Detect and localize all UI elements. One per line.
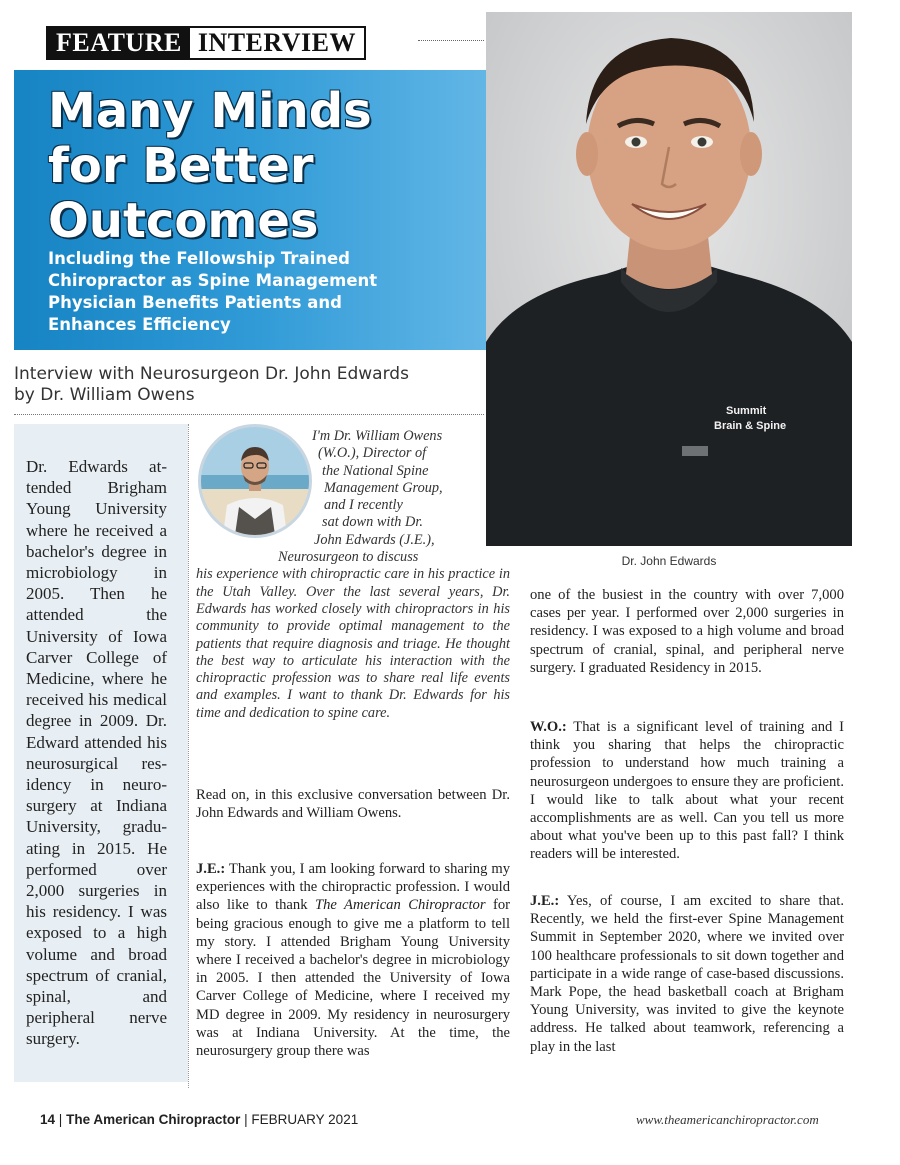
speaker-label: W.O.: <box>530 719 567 735</box>
page-footer <box>40 1112 358 1127</box>
speaker-label: J.E.: <box>196 861 226 877</box>
footer-separator: | <box>58 1112 63 1127</box>
paragraph-text: That is a significant level of training and I think you sharing that helps the chiropractic profession to understand how much training a neurosurgeon undergoes to ensure they are proficient. I would like to talk about what your recent accomplishments are as well. Can you tell us more about what you've been up to this past fall? I think readers will be interested. <box>530 719 844 863</box>
intro-line: I'm Dr. William Owens <box>312 428 443 444</box>
speaker-label: J.E.: <box>530 893 560 909</box>
article-subtitle <box>48 248 468 336</box>
intro-line: Neurosurgeon to discuss <box>278 549 419 566</box>
title-line: Outcomes <box>48 193 319 249</box>
shirt-text: Summit <box>726 405 767 417</box>
byline-dotted-rule <box>14 414 484 415</box>
intro-line: and I recently <box>324 497 403 514</box>
intro-line: Management Group, <box>324 479 443 496</box>
paragraph-je-1 <box>196 860 510 1060</box>
subtitle-line: Physician Benefits Patients and <box>48 293 342 312</box>
magazine-name: The American Chiropractor <box>314 897 486 914</box>
badge-feature: FEATURE <box>48 28 190 58</box>
badge-interview: INTERVIEW <box>190 28 364 58</box>
subtitle-line: Enhances Efficiency <box>48 315 231 334</box>
shirt-tag <box>682 446 708 456</box>
intro-line: the National Spine <box>322 462 429 479</box>
bio-text: Dr. Edwards attended Brigham Young University where he received a bachelor's degree in microbiology in 2005. Then he attended the University of Iowa Carver College of Medicine, where he received his medical degree in 2009. Dr. Edward attended his neurosurgical residency in neurosurgery at Indiana University, graduating in 2015. He performed over 2,000 surgeries in his residency. I was exposed to a high volume and broad spectrum of cranial, spinal, and peripheral nerve surgery. <box>26 457 167 1049</box>
paragraph-text: Thank you, I am looking forward to sharing my experiences with the chiropractic profession. I would also like to thank <box>196 861 510 914</box>
portrait-photo <box>486 12 852 546</box>
portrait-illustration <box>486 12 852 546</box>
intro-line: sat down with Dr. <box>322 514 423 531</box>
column-divider <box>188 424 189 1088</box>
byline-line: Interview with Neurosurgeon Dr. John Edwards <box>14 364 409 384</box>
paragraph-wo <box>530 718 844 864</box>
byline-line: by Dr. William Owens <box>14 385 195 405</box>
subtitle-line: Including the Fellowship Trained <box>48 249 350 268</box>
paragraph-je-1-cont: one of the busiest in the country with over 7,000 cases per year. I performed over 2,000 surgeries in residency. I was exposed to a high volume and broad spectrum of cranial, spinal, and peripheral nerve surgery. I graduated Residency in 2015. <box>530 587 844 676</box>
badge-dotted-rule <box>418 40 484 41</box>
paragraph-readon: Read on, in this exclusive conversation between Dr. John Edwards and William Owens. <box>196 787 510 822</box>
intro-line: John Edwards (J.E.), <box>314 531 435 548</box>
photo-caption: Dr. John Edwards <box>621 554 717 568</box>
subtitle-line: Chiropractor as Spine Management <box>48 271 378 290</box>
article-title <box>48 84 468 249</box>
page-number: 14 <box>40 1112 56 1127</box>
footer-magazine: The American Chiropractor <box>66 1112 241 1127</box>
intro-rest: his experience with chiropractic care in his practice in the Utah Valley. Over the last several years, Dr. Edwards has worked closely with chiropractors in his community to provide optimal management to the patients that require diagnosis and triage. He thought the best way to articulate his interaction with the chiropractic profession was to share real life events and examples. I want to thank Dr. Edwards for his time and dedication to spine care. <box>196 566 510 721</box>
avatar-illustration <box>201 427 309 535</box>
paragraph-text: Yes, of course, I am excited to share that. Recently, we held the first-ever Spine Management Summit in September 2020, where we invited over 100 healthcare professionals to sit down together and participate in a wide range of case-based discussions. Mark Pope, the head basketball coach at Brigham Young University, was invited to give the keynote address. He talked about teamwork, referencing a play in the last <box>530 893 844 1055</box>
byline <box>14 364 484 406</box>
paragraph-je-2 <box>530 892 844 1056</box>
paragraph-text: for being gracious enough to give me a platform to tell my story. I attended Brigham Young University where I received a bachelor's degree in microbiology in 2005. I then attended the University of Iowa Carver College of Medicine, where I received my MD degree in 2009. My residency in neurosurgery was at Indiana University. At the time, the neurosurgery group there was <box>196 897 510 1060</box>
title-line: for Better <box>48 138 314 194</box>
intro-line: (W.O.), Director of <box>318 445 427 462</box>
shirt-text: Brain & Spine <box>714 420 787 432</box>
footer-website: www.theamericanchiropractor.com <box>636 1112 819 1127</box>
title-line: Many Minds <box>48 83 372 139</box>
footer-issue: | FEBRUARY 2021 <box>244 1112 359 1127</box>
section-badge <box>46 26 366 60</box>
author-avatar <box>198 424 312 538</box>
